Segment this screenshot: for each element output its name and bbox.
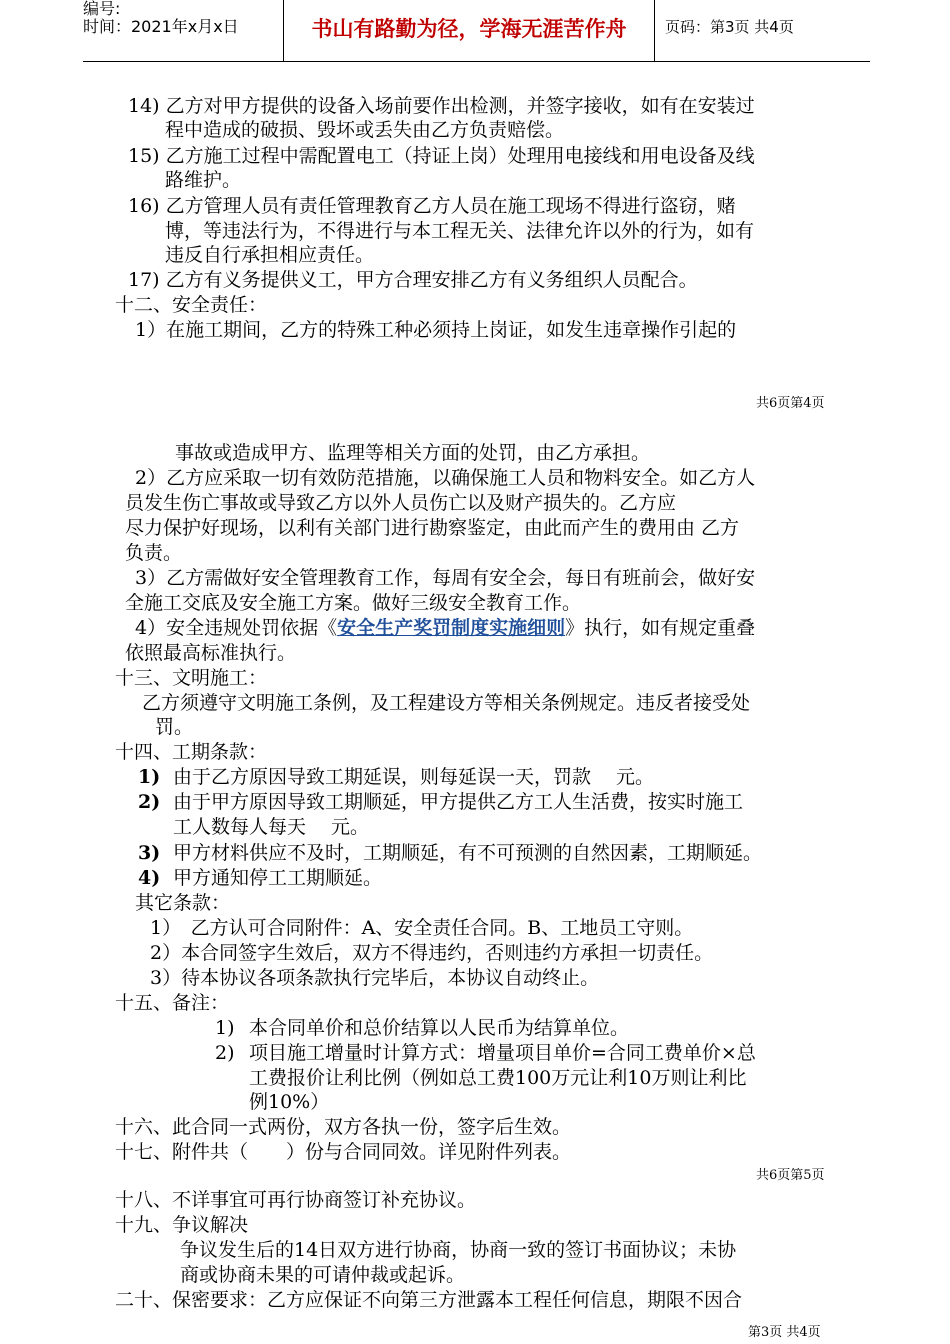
period-item-4-number: 4) [138,867,161,889]
safety-item-1-line1: 1）在施工期间，乙方的特殊工种必须持上岗证，如发生违章操作引起的 [135,319,737,341]
section-18: 十八、不详事宜可再行协商签订补充协议。 [115,1189,477,1211]
other-term-2: 2）本合同签字生效后，双方不得违约，否则违约方承担一切责任。 [150,942,714,964]
safety-rules-link[interactable]: 安全生产奖罚制度实施细则 [337,617,566,639]
civilized-construction-line2: 罚。 [155,716,194,738]
header-meta [83,0,283,61]
remark-1-number: 1) [215,1017,235,1039]
period-item-3-text: 甲方材料供应不及时，工期顺延，有不可预测的自然因素，工期顺延。 [173,842,763,864]
section-16: 十六、此合同一式两份，双方各执一份，签字后生效。 [115,1116,572,1138]
section-19-line1: 争议发生后的14日双方进行协商，协商一致的签订书面协议；未协 [180,1239,737,1261]
safety-item-4-suffix: 》执行，如有规定重叠 [565,617,756,639]
clause-15-line1: 15) 乙方施工过程中需配置电工（持证上岗）处理用电接线和用电设备及线 [128,145,755,167]
clause-14-line1: 14) 乙方对甲方提供的设备入场前要作出检测，并签字接收，如有在安装过 [128,95,755,117]
safety-item-3-line2: 全施工交底及安全施工方案。做好三级安全教育工作。 [125,592,582,614]
clause-14-line2: 程中造成的破损、毁坏或丢失由乙方负责赔偿。 [165,119,565,141]
clause-17-line1: 17) 乙方有义务提供义工，甲方合理安排乙方有义务组织人员配合。 [128,269,698,291]
header-motto: 书山有路勤为径，学海无涯苦作舟 [283,0,655,61]
other-term-3: 3）待本协议各项条款执行完毕后，本协议自动终止。 [150,967,600,989]
safety-item-2-line2: 员发生伤亡事故或导致乙方以外人员伤亡以及财产损失的。乙方应 [125,492,677,514]
period-item-2-line2: 工人数每人每天 元。 [173,816,370,838]
other-term-1: 1） 乙方认可合同附件：A、安全责任合同。B、工地员工守则。 [150,917,694,939]
safety-item-2-line3: 尽力保护好现场，以利有关部门进行勘察鉴定，由此而产生的费用由 乙方 [125,517,740,539]
clause-16-line1: 16) 乙方管理人员有责任管理教育乙方人员在施工现场不得进行盗窃，赌 [128,195,736,217]
remark-2-line2: 工费报价让利比例（例如总工费100万元让利10万则让利比 [249,1067,747,1089]
period-item-1-text: 由于乙方原因导致工期延误，则每延误一天，罚款 元。 [173,766,655,788]
safety-item-1-line2: 事故或造成甲方、监理等相关方面的处罚，由乙方承担。 [175,442,651,464]
remark-1-text: 本合同单价和总价结算以人民币为结算单位。 [249,1017,630,1039]
section-17: 十七、附件共（ ）份与合同同效。详见附件列表。 [115,1141,572,1163]
safety-item-3-line1: 3）乙方需做好安全管理教育工作，每周有安全会，每日有班前会，做好安 [135,567,756,589]
safety-item-2-line1: 2）乙方应采取一切有效防范措施，以确保施工人员和物料安全。如乙方人 [135,467,756,489]
section-14-heading: 十四、工期条款： [115,741,268,763]
section-15-heading: 十五、备注： [115,992,230,1014]
remark-2-line3: 例10%） [249,1091,330,1113]
inner-page-number-1: 共6页第4页 [756,396,825,411]
civilized-construction-line1: 乙方须遵守文明施工条例，及工程建设方等相关条例规定。违反者接受处 [142,692,751,714]
clause-16-line3: 违反自行承担相应责任。 [165,244,375,266]
inner-page-number-2: 共6页第5页 [756,1168,825,1183]
safety-item-4-line2: 依照最高标准执行。 [125,642,297,664]
section-13-heading: 十三、文明施工： [115,667,268,689]
number-label: 编号: [83,0,121,18]
remark-2-number: 2) [215,1042,235,1064]
other-terms-heading: 其它条款： [135,892,231,914]
period-item-4-text: 甲方通知停工工期顺延。 [173,867,383,889]
safety-item-4-line1 [135,616,755,640]
period-item-3-number: 3) [138,842,161,864]
period-item-1-number: 1) [138,766,161,788]
clause-16-line2: 博，等违法行为，不得进行与本工程无关、法律允许以外的行为，如有 [165,220,755,242]
page-footer: 第3页 共4页 [748,1325,821,1340]
time-label: 时间：2021年x月x日 [83,17,239,36]
section-19-line2: 商或协商未果的可请仲裁或起诉。 [180,1264,466,1286]
section-19-heading: 十九、争议解决 [115,1214,249,1236]
clause-15-line2: 路维护。 [165,169,242,191]
period-item-2-number: 2) [138,791,161,813]
section-20-line1: 二十、保密要求：乙方应保证不向第三方泄露本工程任何信息，期限不因合 [115,1289,743,1311]
page-header [83,0,870,62]
safety-item-2-line4: 负责。 [125,542,183,564]
header-page-info: 页码：第3页 共4页 [665,18,794,36]
safety-item-4-prefix: 4）安全违规处罚依据《 [135,617,338,639]
remark-2-line1: 项目施工增量时计算方式：增量项目单价=合同工费单价×总 [249,1042,756,1064]
section-12-heading: 十二、安全责任： [115,294,268,316]
period-item-2-line1: 由于甲方原因导致工期顺延，甲方提供乙方工人生活费，按实时施工 [173,791,744,813]
